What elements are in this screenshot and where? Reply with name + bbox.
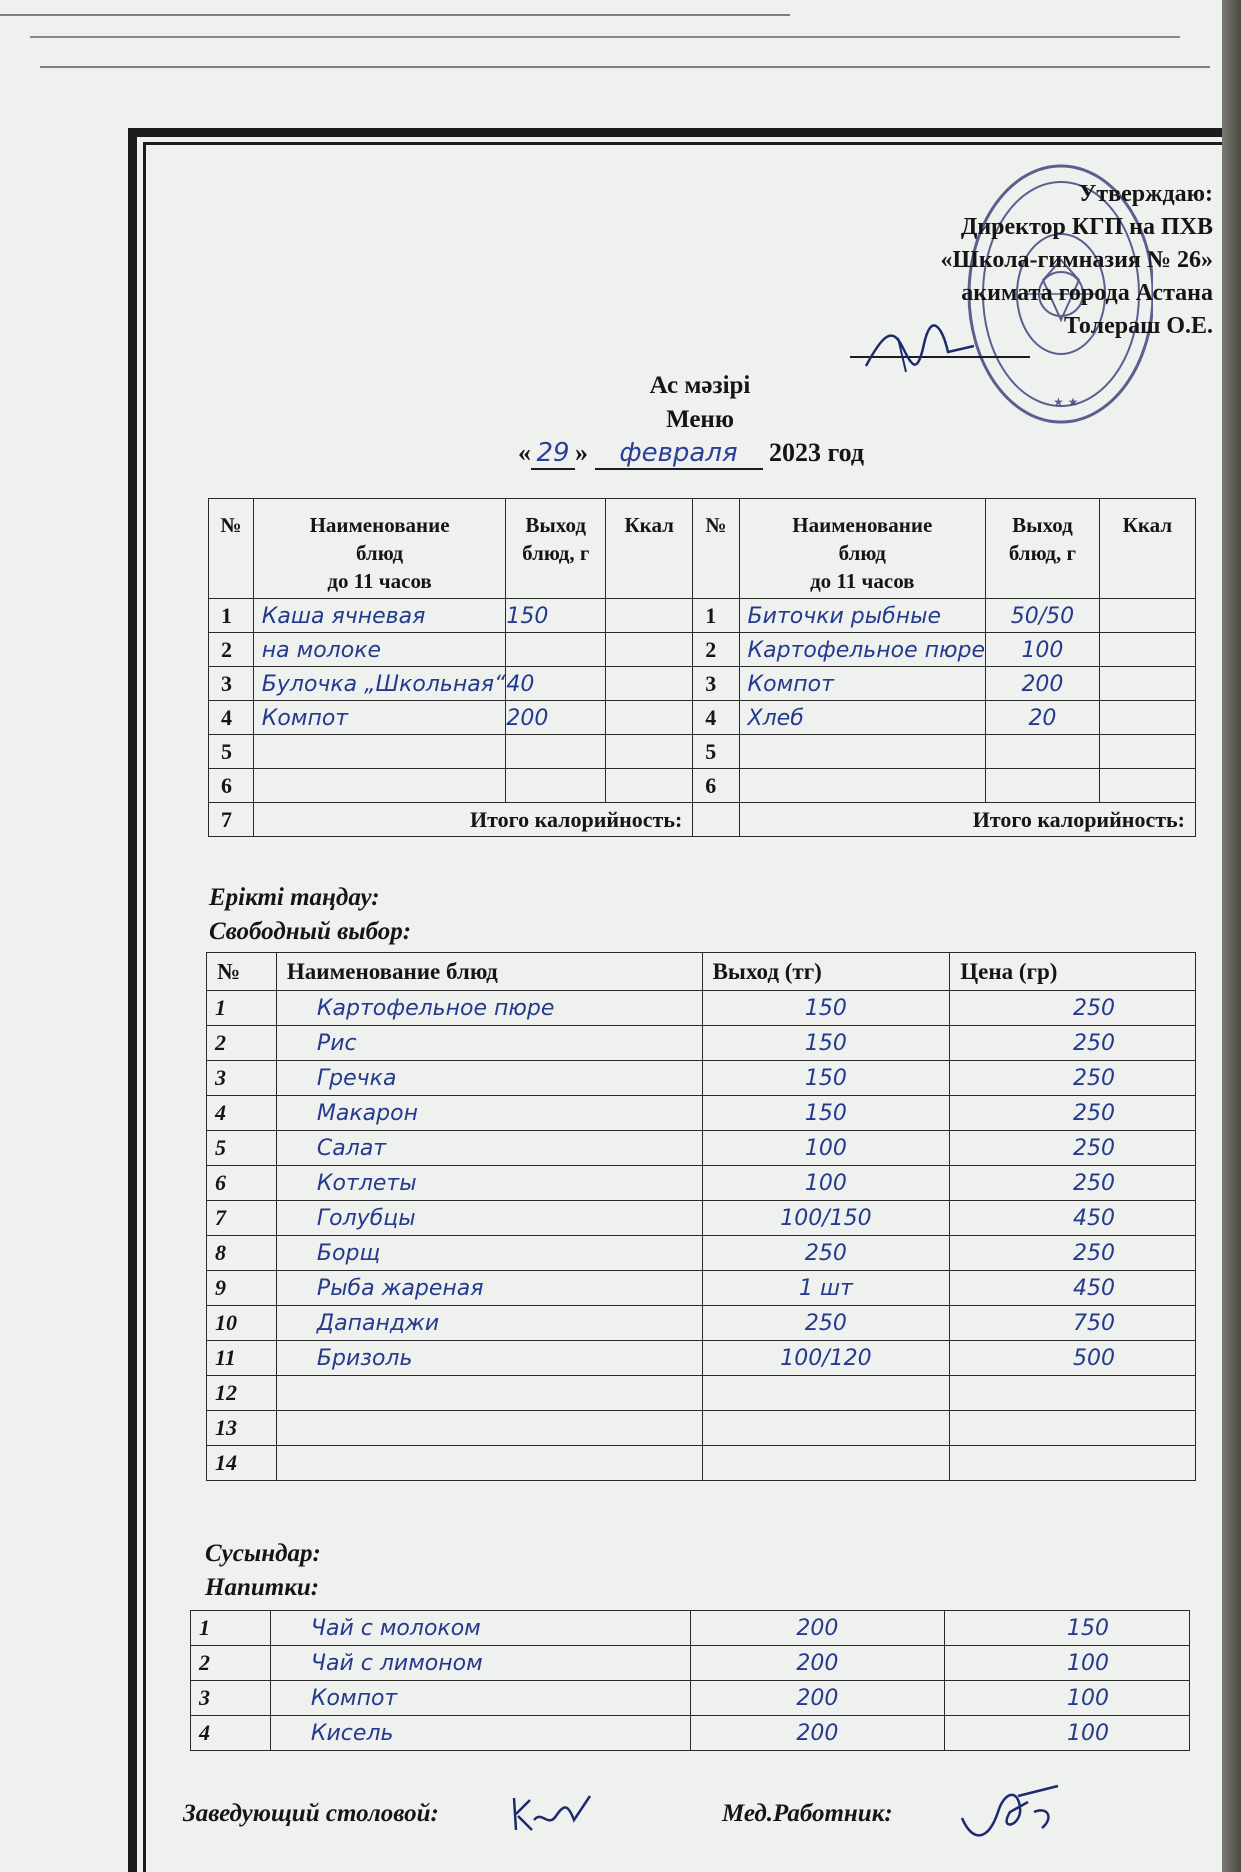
manager-label: Заведующий столовой:	[183, 1800, 439, 1827]
fc-row-output: 150	[804, 1066, 847, 1091]
table-row	[207, 1236, 1196, 1271]
fc-row-price: 750	[1073, 1311, 1115, 1336]
fc-row-output: 150	[804, 1031, 847, 1056]
fc-row-name-cell	[276, 1061, 702, 1096]
table-row	[191, 1646, 1190, 1681]
left-row-kcal	[606, 667, 693, 701]
left-row-output-cell	[506, 701, 606, 735]
drink-row-name-cell	[270, 1611, 690, 1646]
fc-row-no: 10	[207, 1306, 277, 1341]
drink-row-price-cell	[945, 1611, 1190, 1646]
drink-row-price: 100	[1067, 1651, 1109, 1676]
right-row-name: Компот	[747, 671, 834, 697]
approval-title: Утверждаю:	[1078, 181, 1213, 207]
fc-row-output-cell	[702, 1446, 950, 1481]
left-row-output-cell	[506, 633, 606, 667]
fc-row-name-cell	[276, 1166, 702, 1201]
drinks-body	[191, 1611, 1190, 1751]
fc-row-price: 500	[1073, 1346, 1115, 1371]
table-row	[209, 599, 1196, 633]
header-name-line2: блюд	[355, 541, 404, 565]
fc-row-output: 1 шт	[798, 1276, 853, 1301]
table-row	[191, 1611, 1190, 1646]
free-choice-header-row	[207, 953, 1196, 991]
quote-open: «	[518, 438, 531, 467]
header-output-right	[986, 499, 1100, 599]
drink-row-price-cell	[945, 1716, 1190, 1751]
fc-row-price: 450	[1073, 1276, 1115, 1301]
header-no-right: №	[693, 499, 739, 599]
fc-row-output: 150	[804, 996, 847, 1021]
fc-row-price-cell	[950, 1271, 1196, 1306]
fc-row-name: Рис	[316, 1031, 357, 1056]
fc-row-output: 100/150	[780, 1206, 872, 1231]
right-row-name-cell	[739, 633, 986, 667]
fc-row-price: 250	[1073, 996, 1115, 1021]
fc-row-name: Дапанджи	[316, 1311, 440, 1336]
fc-row-price-cell	[950, 1446, 1196, 1481]
total-label-right: Итого калорийность:	[739, 803, 1195, 837]
table-row	[191, 1716, 1190, 1751]
left-row-name-cell	[253, 769, 506, 803]
fc-row-output: 150	[804, 1101, 847, 1126]
left-row-name-cell	[253, 735, 506, 769]
nurse-label: Мед.Работник:	[722, 1800, 893, 1827]
drink-row-output: 200	[796, 1721, 839, 1746]
left-row-output-cell	[506, 769, 606, 803]
date-month: февраля	[595, 438, 763, 470]
fc-row-name: Голубцы	[316, 1206, 416, 1231]
fc-header-name: Наименование блюд	[276, 953, 702, 991]
table-row	[207, 1376, 1196, 1411]
left-row-kcal	[606, 769, 693, 803]
left-row-kcal	[606, 735, 693, 769]
fc-row-price: 250	[1073, 1066, 1115, 1091]
right-row-kcal	[1099, 701, 1195, 735]
drink-row-name-cell	[270, 1716, 690, 1751]
fc-row-output-cell	[702, 991, 950, 1026]
drink-row-output-cell	[690, 1681, 945, 1716]
fc-row-output-cell	[702, 1096, 950, 1131]
drink-row-name: Чай с лимоном	[310, 1651, 483, 1676]
fc-row-no: 8	[207, 1236, 277, 1271]
header-output-line2: блюд, г	[522, 541, 590, 565]
fc-row-name: Салат	[316, 1136, 387, 1161]
header-name-line3-right: до 11 часов	[810, 569, 915, 593]
date-year: 2023 год	[769, 438, 865, 467]
header-output-line1-right: Выход	[1012, 513, 1073, 537]
right-row-output-cell	[986, 701, 1100, 735]
right-row-name-cell	[739, 735, 986, 769]
fc-row-price-cell	[950, 1201, 1196, 1236]
fc-row-price-cell	[950, 991, 1196, 1026]
menu-table-body	[209, 599, 1196, 803]
right-row-kcal	[1099, 769, 1195, 803]
fc-row-no: 3	[207, 1061, 277, 1096]
fc-row-output: 250	[804, 1241, 847, 1266]
fc-row-no: 12	[207, 1376, 277, 1411]
right-row-output: 200	[1021, 671, 1064, 697]
drinks-table	[190, 1610, 1190, 1751]
fc-row-name: Рыба жареная	[316, 1276, 484, 1301]
table-row	[207, 1166, 1196, 1201]
free-choice-body	[207, 991, 1196, 1481]
fc-row-price-cell	[950, 1096, 1196, 1131]
top-rule-2	[30, 36, 1180, 38]
right-row-output-cell	[986, 667, 1100, 701]
fc-row-output: 100/120	[780, 1346, 872, 1371]
drink-row-no: 1	[191, 1611, 271, 1646]
header-output	[506, 499, 606, 599]
fc-row-name-cell	[276, 1306, 702, 1341]
fc-row-no: 4	[207, 1096, 277, 1131]
right-row-kcal	[1099, 599, 1195, 633]
fc-row-no: 5	[207, 1131, 277, 1166]
approval-akimat: акимата города Астана	[961, 280, 1213, 306]
total-empty	[693, 803, 739, 837]
left-row-no: 2	[209, 633, 254, 667]
fc-row-price: 250	[1073, 1101, 1115, 1126]
right-row-no: 4	[693, 701, 739, 735]
fc-row-name-cell	[276, 1446, 702, 1481]
fc-row-price: 250	[1073, 1241, 1115, 1266]
right-row-output: 100	[1021, 637, 1064, 663]
drink-row-price: 150	[1067, 1616, 1109, 1641]
header-name-line3: до 11 часов	[327, 569, 432, 593]
left-row-no: 5	[209, 735, 254, 769]
right-row-output: 50/50	[1010, 603, 1075, 629]
drink-row-output: 200	[796, 1686, 839, 1711]
table-row	[209, 667, 1196, 701]
table-row	[191, 1681, 1190, 1716]
table-row	[207, 1306, 1196, 1341]
drinks-label-kz: Сусындар:	[205, 1540, 321, 1567]
drink-row-name-cell	[270, 1681, 690, 1716]
fc-row-name: Борщ	[316, 1241, 381, 1266]
left-row-name-cell	[253, 599, 506, 633]
menu-date	[518, 438, 864, 470]
fc-row-output-cell	[702, 1376, 950, 1411]
right-row-output-cell	[986, 769, 1100, 803]
fc-row-output-cell	[702, 1271, 950, 1306]
drink-row-price-cell	[945, 1681, 1190, 1716]
left-row-name-cell	[253, 667, 506, 701]
fc-row-name-cell	[276, 1096, 702, 1131]
fc-row-price: 250	[1073, 1031, 1115, 1056]
table-row	[207, 1026, 1196, 1061]
fc-row-output-cell	[702, 1166, 950, 1201]
fc-row-no: 13	[207, 1411, 277, 1446]
quote-close: »	[575, 438, 595, 467]
free-choice-label-ru: Свободный выбор:	[209, 918, 412, 945]
left-row-name-cell	[253, 633, 506, 667]
right-row-name-cell	[739, 701, 986, 735]
fc-row-name-cell	[276, 1026, 702, 1061]
table-row	[207, 991, 1196, 1026]
left-row-name: Булочка „Школьная“	[261, 671, 506, 697]
header-output-line1: Выход	[525, 513, 587, 537]
header-output-line2-right: блюд, г	[1008, 541, 1077, 565]
left-row-kcal	[606, 701, 693, 735]
fc-row-output: 100	[804, 1171, 847, 1196]
drink-row-output-cell	[690, 1611, 945, 1646]
fc-row-name-cell	[276, 1411, 702, 1446]
fc-row-price-cell	[950, 1306, 1196, 1341]
drink-row-name: Кисель	[310, 1721, 394, 1746]
right-row-no: 5	[693, 735, 739, 769]
drink-row-name: Чай с молоком	[310, 1616, 481, 1641]
header-name-line1-right: Наименование	[792, 513, 933, 537]
fc-row-output-cell	[702, 1131, 950, 1166]
fc-row-price-cell	[950, 1411, 1196, 1446]
right-row-name: Хлеб	[747, 705, 804, 731]
header-kcal: Ккал	[606, 499, 693, 599]
top-rule-1	[0, 14, 790, 16]
left-row-output: 40	[506, 671, 535, 697]
left-row-no: 3	[209, 667, 254, 701]
fc-header-price: Цена (гр)	[950, 953, 1196, 991]
fc-row-no: 1	[207, 991, 277, 1026]
nurse-signature	[958, 1782, 1068, 1846]
right-row-output-cell	[986, 735, 1100, 769]
table-row	[207, 1201, 1196, 1236]
fc-row-output: 100	[804, 1136, 847, 1161]
header-no: №	[209, 499, 254, 599]
fc-row-name-cell	[276, 1201, 702, 1236]
title-kazakh: Ас мәзірі	[649, 372, 751, 399]
fc-row-no: 14	[207, 1446, 277, 1481]
fc-row-output-cell	[702, 1201, 950, 1236]
right-row-no: 3	[693, 667, 739, 701]
right-row-name-cell	[739, 599, 986, 633]
right-row-output-cell	[986, 633, 1100, 667]
fc-row-price: 250	[1073, 1171, 1115, 1196]
header-kcal-right: Ккал	[1099, 499, 1195, 599]
fc-header-output: Выход (тг)	[702, 953, 950, 991]
fc-row-no: 7	[207, 1201, 277, 1236]
table-row	[207, 1061, 1196, 1096]
fc-row-output: 250	[804, 1311, 847, 1336]
left-row-name-cell	[253, 701, 506, 735]
total-label-left: Итого калорийность:	[253, 803, 693, 837]
approval-position: Директор КГП на ПХВ	[960, 214, 1213, 240]
left-row-output: 150	[506, 603, 549, 629]
left-row-name: Компот	[261, 705, 349, 731]
approval-director-name: Толераш О.Е.	[1063, 313, 1213, 339]
fc-row-name: Бризоль	[316, 1346, 413, 1371]
table-row	[207, 1096, 1196, 1131]
free-choice-label-kz: Ерікті таңдау:	[209, 884, 380, 911]
manager-signature	[508, 1790, 598, 1840]
left-row-output-cell	[506, 667, 606, 701]
title-russian: Меню	[666, 406, 734, 433]
drink-row-output: 200	[796, 1651, 839, 1676]
fc-row-name-cell	[276, 1376, 702, 1411]
drink-row-price-cell	[945, 1646, 1190, 1681]
fc-row-price-cell	[950, 1166, 1196, 1201]
fc-row-output-cell	[702, 1061, 950, 1096]
fc-row-name: Котлеты	[316, 1171, 417, 1196]
drinks-label-ru: Напитки:	[205, 1574, 320, 1601]
right-row-name: Биточки рыбные	[747, 603, 941, 629]
right-row-no: 6	[693, 769, 739, 803]
background-surface	[1222, 0, 1241, 1872]
fc-row-name: Макарон	[316, 1101, 418, 1126]
left-row-kcal	[606, 599, 693, 633]
fc-row-output-cell	[702, 1026, 950, 1061]
fc-row-price: 450	[1073, 1206, 1115, 1231]
header-name-right	[739, 499, 986, 599]
right-row-output: 20	[1028, 705, 1057, 731]
header-name-line1: Наименование	[309, 513, 450, 537]
left-row-output: 200	[506, 705, 549, 731]
right-row-name-cell	[739, 667, 986, 701]
left-row-no: 6	[209, 769, 254, 803]
left-row-name: на молоке	[261, 637, 382, 663]
right-row-no: 2	[693, 633, 739, 667]
left-row-output-cell	[506, 735, 606, 769]
header-name	[253, 499, 506, 599]
table-row	[207, 1131, 1196, 1166]
right-row-kcal	[1099, 735, 1195, 769]
fc-row-price-cell	[950, 1131, 1196, 1166]
date-day: 29	[531, 438, 575, 470]
fc-row-name-cell	[276, 991, 702, 1026]
table-row	[207, 1271, 1196, 1306]
fc-row-no: 6	[207, 1166, 277, 1201]
table-row	[209, 769, 1196, 803]
right-row-kcal	[1099, 633, 1195, 667]
total-no: 7	[209, 803, 254, 837]
fc-row-name-cell	[276, 1271, 702, 1306]
header-name-line2-right: блюд	[838, 541, 886, 565]
drink-row-no: 4	[191, 1716, 271, 1751]
approval-school: «Школа-гимназия № 26»	[940, 247, 1213, 273]
fc-row-output-cell	[702, 1411, 950, 1446]
svg-text:★ ★: ★ ★	[1053, 395, 1079, 409]
fc-row-name: Гречка	[316, 1066, 397, 1091]
right-row-output-cell	[986, 599, 1100, 633]
fc-row-no: 11	[207, 1341, 277, 1376]
table-header-row	[209, 499, 1196, 599]
fc-row-no: 9	[207, 1271, 277, 1306]
top-rule-3	[40, 66, 1210, 68]
table-row	[207, 1341, 1196, 1376]
frame-top-band	[128, 128, 1222, 137]
fc-row-no: 2	[207, 1026, 277, 1061]
right-row-kcal	[1099, 667, 1195, 701]
fc-row-price-cell	[950, 1341, 1196, 1376]
drink-row-no: 2	[191, 1646, 271, 1681]
fc-header-no: №	[207, 953, 277, 991]
fc-row-name: Картофельное пюре	[316, 996, 555, 1021]
left-row-output-cell	[506, 599, 606, 633]
drink-row-output-cell	[690, 1716, 945, 1751]
drink-row-name: Компот	[310, 1686, 398, 1711]
fc-row-price-cell	[950, 1376, 1196, 1411]
table-row	[209, 701, 1196, 735]
fc-row-name-cell	[276, 1236, 702, 1271]
director-signature	[862, 316, 982, 386]
table-row	[209, 633, 1196, 667]
left-row-name: Каша ячневая	[261, 603, 426, 629]
left-row-no: 1	[209, 599, 254, 633]
fc-row-price-cell	[950, 1026, 1196, 1061]
table-row	[209, 735, 1196, 769]
fc-row-name-cell	[276, 1131, 702, 1166]
fc-row-output-cell	[702, 1306, 950, 1341]
drink-row-price: 100	[1067, 1686, 1109, 1711]
left-row-kcal	[606, 633, 693, 667]
drink-row-no: 3	[191, 1681, 271, 1716]
free-choice-table	[206, 952, 1196, 1481]
fc-row-price-cell	[950, 1236, 1196, 1271]
table-row	[207, 1411, 1196, 1446]
breakfast-lunch-menu-table	[208, 498, 1196, 837]
drink-row-output: 200	[796, 1616, 839, 1641]
fc-row-output-cell	[702, 1236, 950, 1271]
total-row	[209, 803, 1196, 837]
right-row-name-cell	[739, 769, 986, 803]
right-row-name: Картофельное пюре	[747, 637, 986, 663]
drink-row-price: 100	[1067, 1721, 1109, 1746]
drink-row-name-cell	[270, 1646, 690, 1681]
fc-row-price: 250	[1073, 1136, 1115, 1161]
drink-row-output-cell	[690, 1646, 945, 1681]
left-row-no: 4	[209, 701, 254, 735]
fc-row-price-cell	[950, 1061, 1196, 1096]
fc-row-output-cell	[702, 1341, 950, 1376]
fc-row-name-cell	[276, 1341, 702, 1376]
table-row	[207, 1446, 1196, 1481]
right-row-no: 1	[693, 599, 739, 633]
